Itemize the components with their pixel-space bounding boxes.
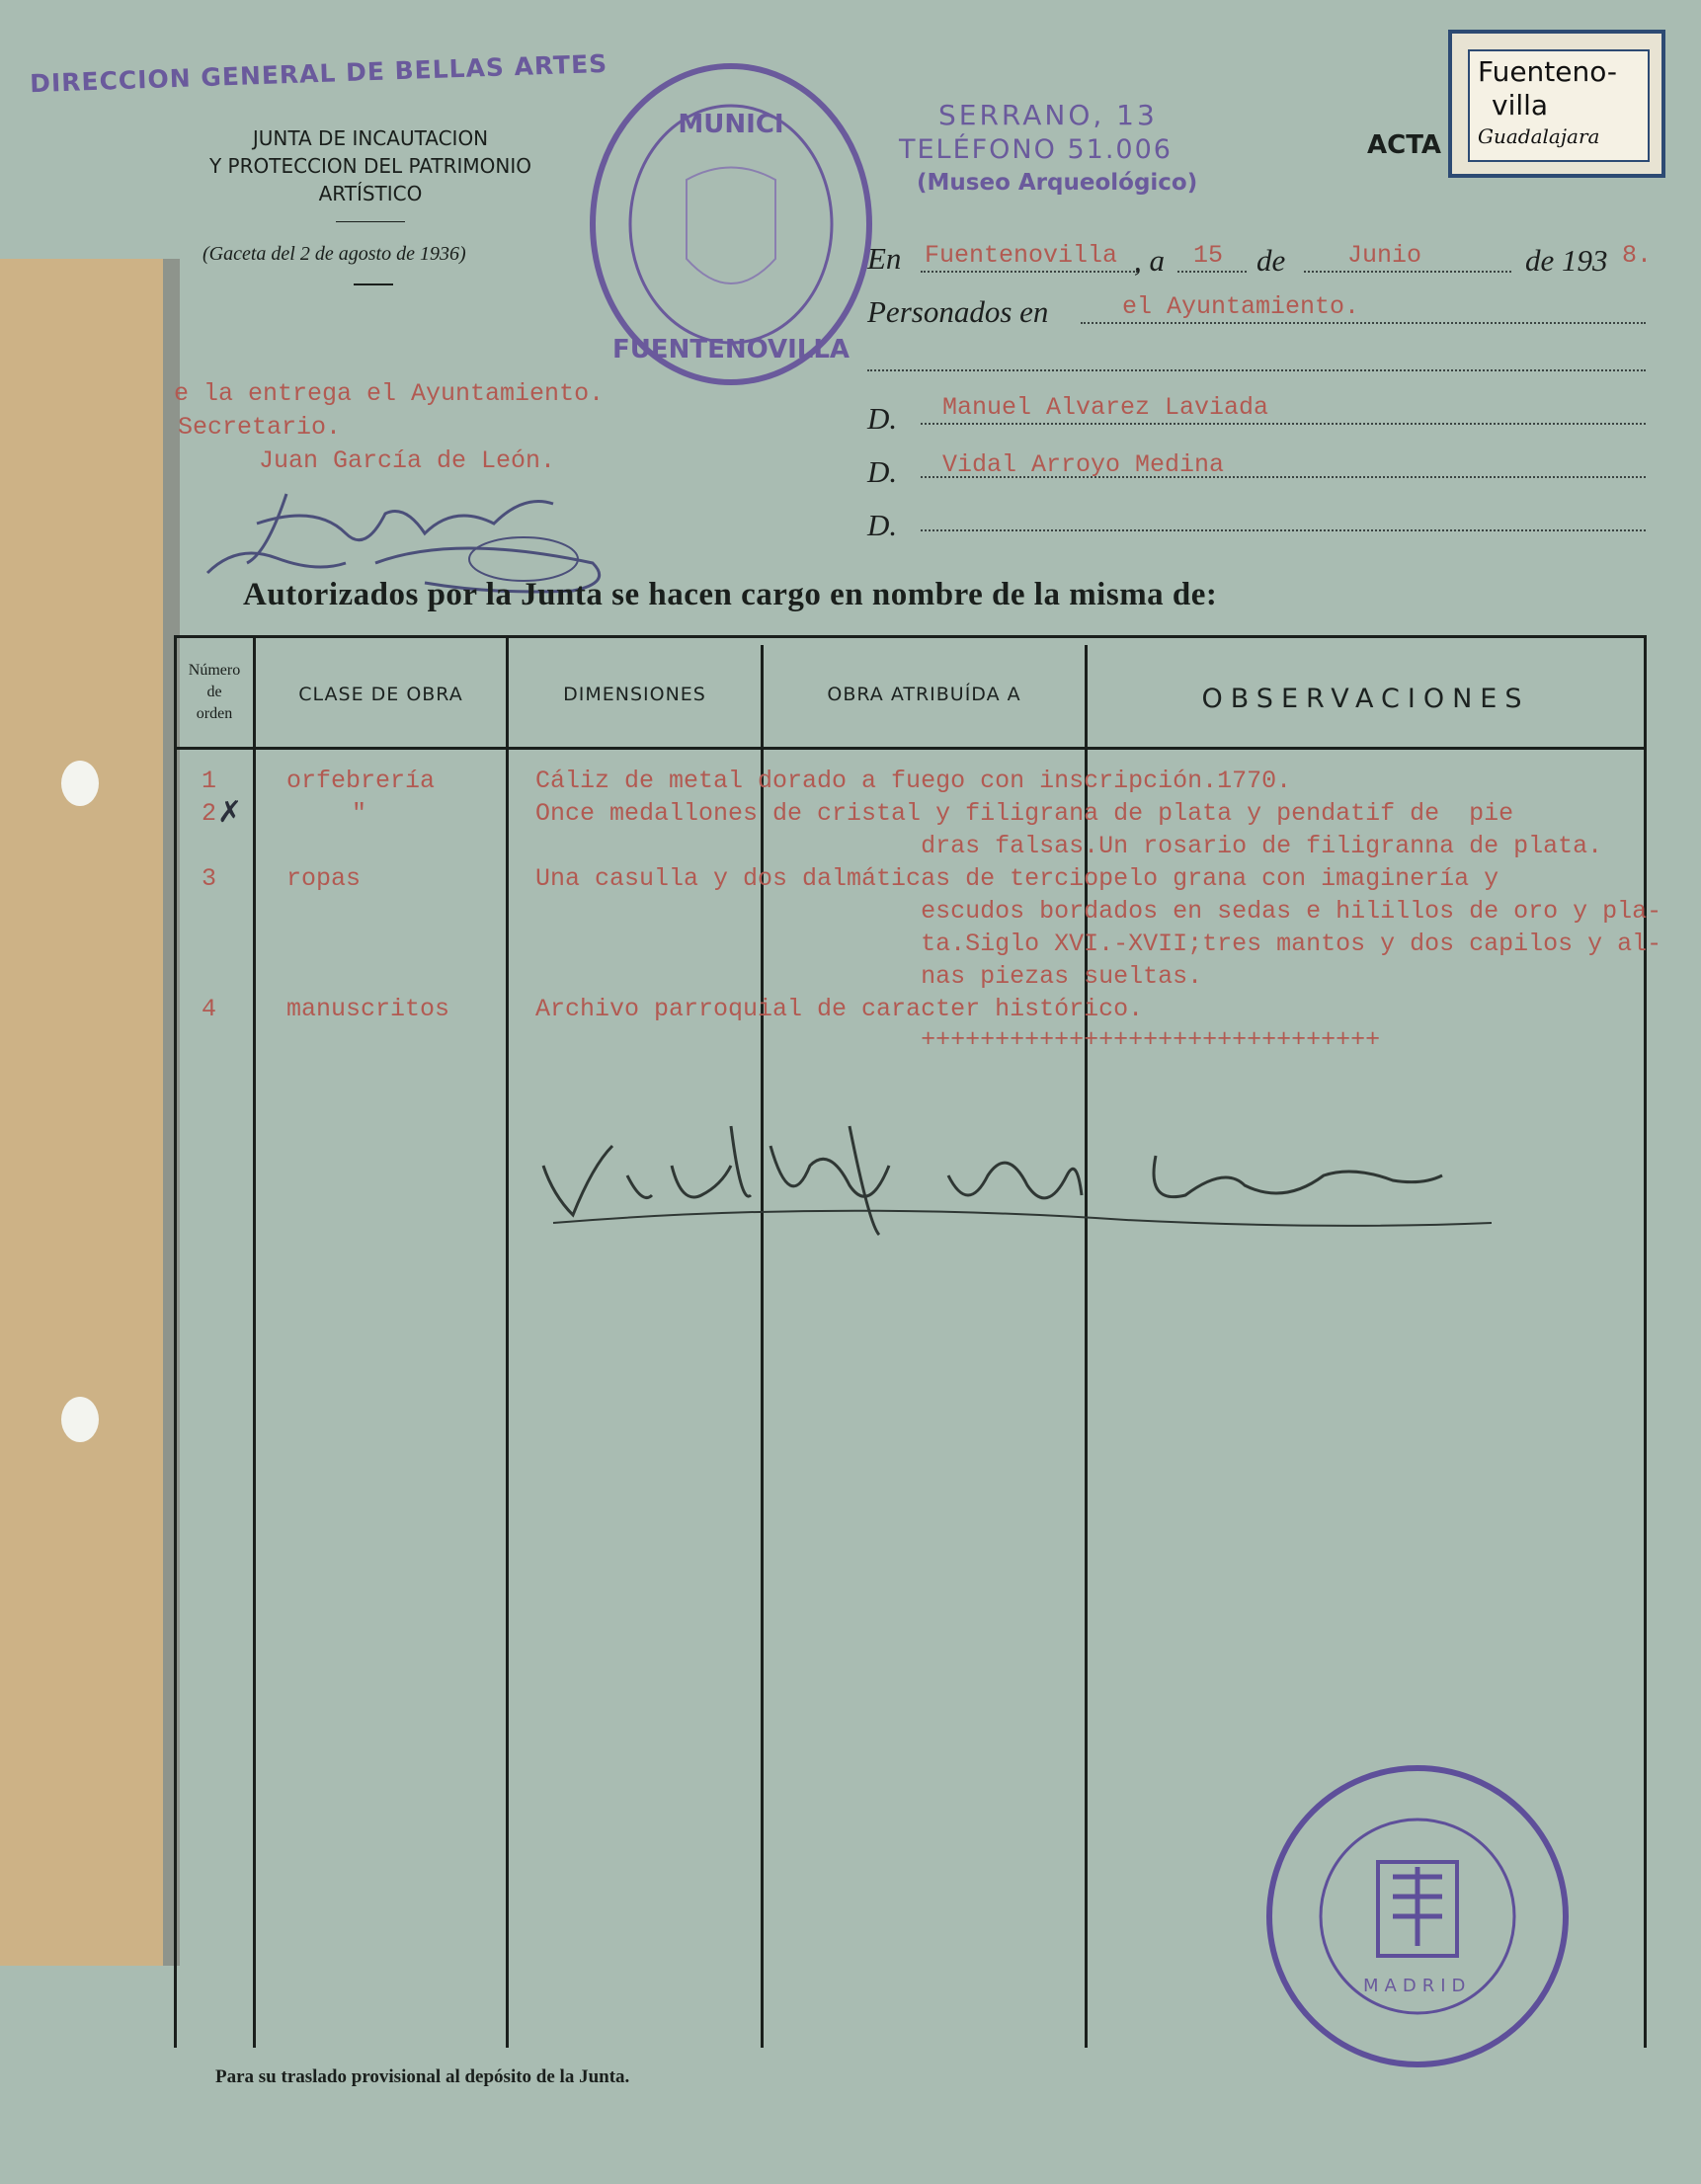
header-observaciones: OBSERVACIONES bbox=[1201, 684, 1530, 714]
day-value: 15 bbox=[1193, 241, 1224, 270]
row-text: escudos bordados en sedas e hilillos de oro y pla- bbox=[535, 897, 1662, 926]
person-line-3 bbox=[921, 529, 1646, 531]
svg-text:MUNICI: MUNICI bbox=[678, 110, 784, 139]
person-2: Vidal Arroyo Medina bbox=[942, 450, 1225, 479]
label-line-3: Guadalajara bbox=[1478, 124, 1600, 148]
check-mark-icon: ✗ bbox=[217, 795, 243, 830]
label-line-1: Fuenteno- bbox=[1478, 55, 1617, 88]
consejo-municipal-stamp bbox=[588, 61, 874, 387]
address-phone: TELÉFONO 51.006 bbox=[899, 134, 1173, 165]
punch-hole-bottom bbox=[61, 1397, 99, 1442]
note-line-1: e la entrega el Ayuntamiento. bbox=[174, 379, 605, 408]
junta-line-1: JUNTA DE INCAUTACION bbox=[252, 126, 489, 150]
row-text: +++++++++++++++++++++++++++++++ bbox=[535, 1025, 1381, 1054]
table-row bbox=[176, 832, 1644, 863]
header-atribuida: OBRA ATRIBUÍDA A bbox=[827, 684, 1021, 705]
personados-value: el Ayuntamiento. bbox=[1122, 292, 1360, 321]
d-label-2: D. bbox=[867, 454, 898, 489]
a-label: , a bbox=[1134, 243, 1165, 278]
paper-strip bbox=[0, 259, 163, 1966]
row-num: 4 bbox=[202, 995, 217, 1023]
table-top-border bbox=[176, 635, 1646, 638]
table-row bbox=[176, 1025, 1644, 1057]
de-label: de bbox=[1256, 243, 1286, 278]
svg-text:FUENTENOVILLA: FUENTENOVILLA bbox=[611, 335, 850, 364]
month-line bbox=[1304, 271, 1511, 273]
note-line-3: Juan García de León. bbox=[259, 446, 556, 475]
heading-rule bbox=[336, 221, 405, 222]
header-clase: CLASE DE OBRA bbox=[298, 684, 463, 705]
numero-line-2: de bbox=[206, 684, 222, 700]
header-numero bbox=[176, 660, 253, 725]
person-line-1 bbox=[921, 423, 1646, 425]
header-dimensiones: DIMENSIONES bbox=[563, 684, 706, 705]
row-text: dras falsas.Un rosario de filigranna de plata. bbox=[535, 832, 1603, 860]
numero-line-3: orden bbox=[196, 705, 233, 722]
numero-line-1: Número bbox=[188, 662, 241, 679]
table-row bbox=[176, 795, 1644, 831]
row-num: 2 bbox=[202, 799, 217, 828]
row-text: Once medallones de cristal y filigrana de plata y pendatif de pie bbox=[535, 799, 1514, 828]
row-clase: ropas bbox=[286, 864, 362, 893]
d-label-1: D. bbox=[867, 401, 898, 436]
receivers-signature bbox=[533, 1106, 1501, 1254]
table-row bbox=[176, 767, 1644, 798]
row-text: nas piezas sueltas. bbox=[535, 962, 1203, 991]
place-value: Fuentenovilla bbox=[925, 241, 1118, 270]
blank-line bbox=[867, 369, 1646, 371]
row-text: Archivo parroquial de caracter histórico. bbox=[535, 995, 1144, 1023]
address-museum: (Museo Arqueológico) bbox=[917, 170, 1198, 196]
row-num: 3 bbox=[202, 864, 217, 893]
junta-line-2: Y PROTECCION DEL PATRIMONIO bbox=[208, 154, 532, 178]
label-line-2: villa bbox=[1492, 89, 1549, 121]
footer-text: Para su traslado provisional al depósito de la Junta. bbox=[215, 2066, 630, 2087]
row-clase: orfebrería bbox=[286, 767, 436, 795]
direccion-general-stamp: DIRECCION GENERAL DE BELLAS ARTES bbox=[29, 48, 608, 99]
year-prefix: de 193 bbox=[1525, 243, 1608, 278]
gaceta-text: (Gaceta del 2 de agosto de 1936) bbox=[202, 243, 466, 265]
table-row bbox=[176, 995, 1644, 1026]
row-text: Cáliz de metal dorado a fuego con inscripción.1770. bbox=[535, 767, 1292, 795]
junta-heading bbox=[148, 124, 593, 207]
table-row bbox=[176, 864, 1644, 896]
address-street: SERRANO, 13 bbox=[938, 99, 1158, 131]
en-label: En bbox=[867, 241, 902, 276]
junta-line-3: ARTÍSTICO bbox=[318, 182, 423, 205]
madrid-city: MADRID bbox=[1363, 1976, 1472, 1996]
ornament-icon bbox=[354, 283, 393, 295]
autorizados-heading: Autorizados por la Junta se hacen cargo en nombre de la misma de: bbox=[243, 577, 1218, 612]
row-num: 1 bbox=[202, 767, 217, 795]
day-line bbox=[1177, 271, 1247, 273]
d-label-3: D. bbox=[867, 508, 898, 542]
acta-label: ACTA bbox=[1367, 130, 1442, 160]
personados-line bbox=[1081, 322, 1646, 324]
place-line bbox=[921, 271, 1138, 273]
note-line-2: Secretario. bbox=[178, 413, 342, 442]
table-header-border bbox=[176, 747, 1646, 750]
row-clase: " bbox=[352, 799, 367, 828]
row-clase: manuscritos bbox=[286, 995, 450, 1023]
table-row bbox=[176, 930, 1662, 961]
location-label bbox=[1448, 30, 1665, 178]
personados-label: Personados en bbox=[867, 294, 1049, 329]
table-row bbox=[176, 962, 1644, 994]
row-text: ta.Siglo XVI.-XVII;tres mantos y dos capilos y al- bbox=[535, 930, 1662, 958]
table-right-border bbox=[1644, 635, 1647, 2048]
year-suffix: 8. bbox=[1622, 241, 1653, 270]
table-row bbox=[176, 897, 1662, 929]
person-1: Manuel Alvarez Laviada bbox=[942, 393, 1269, 422]
month-value: Junio bbox=[1347, 241, 1422, 270]
punch-hole-top bbox=[61, 761, 99, 806]
row-text: Una casulla y dos dalmáticas de terciopelo grana con imaginería y bbox=[535, 864, 1499, 893]
